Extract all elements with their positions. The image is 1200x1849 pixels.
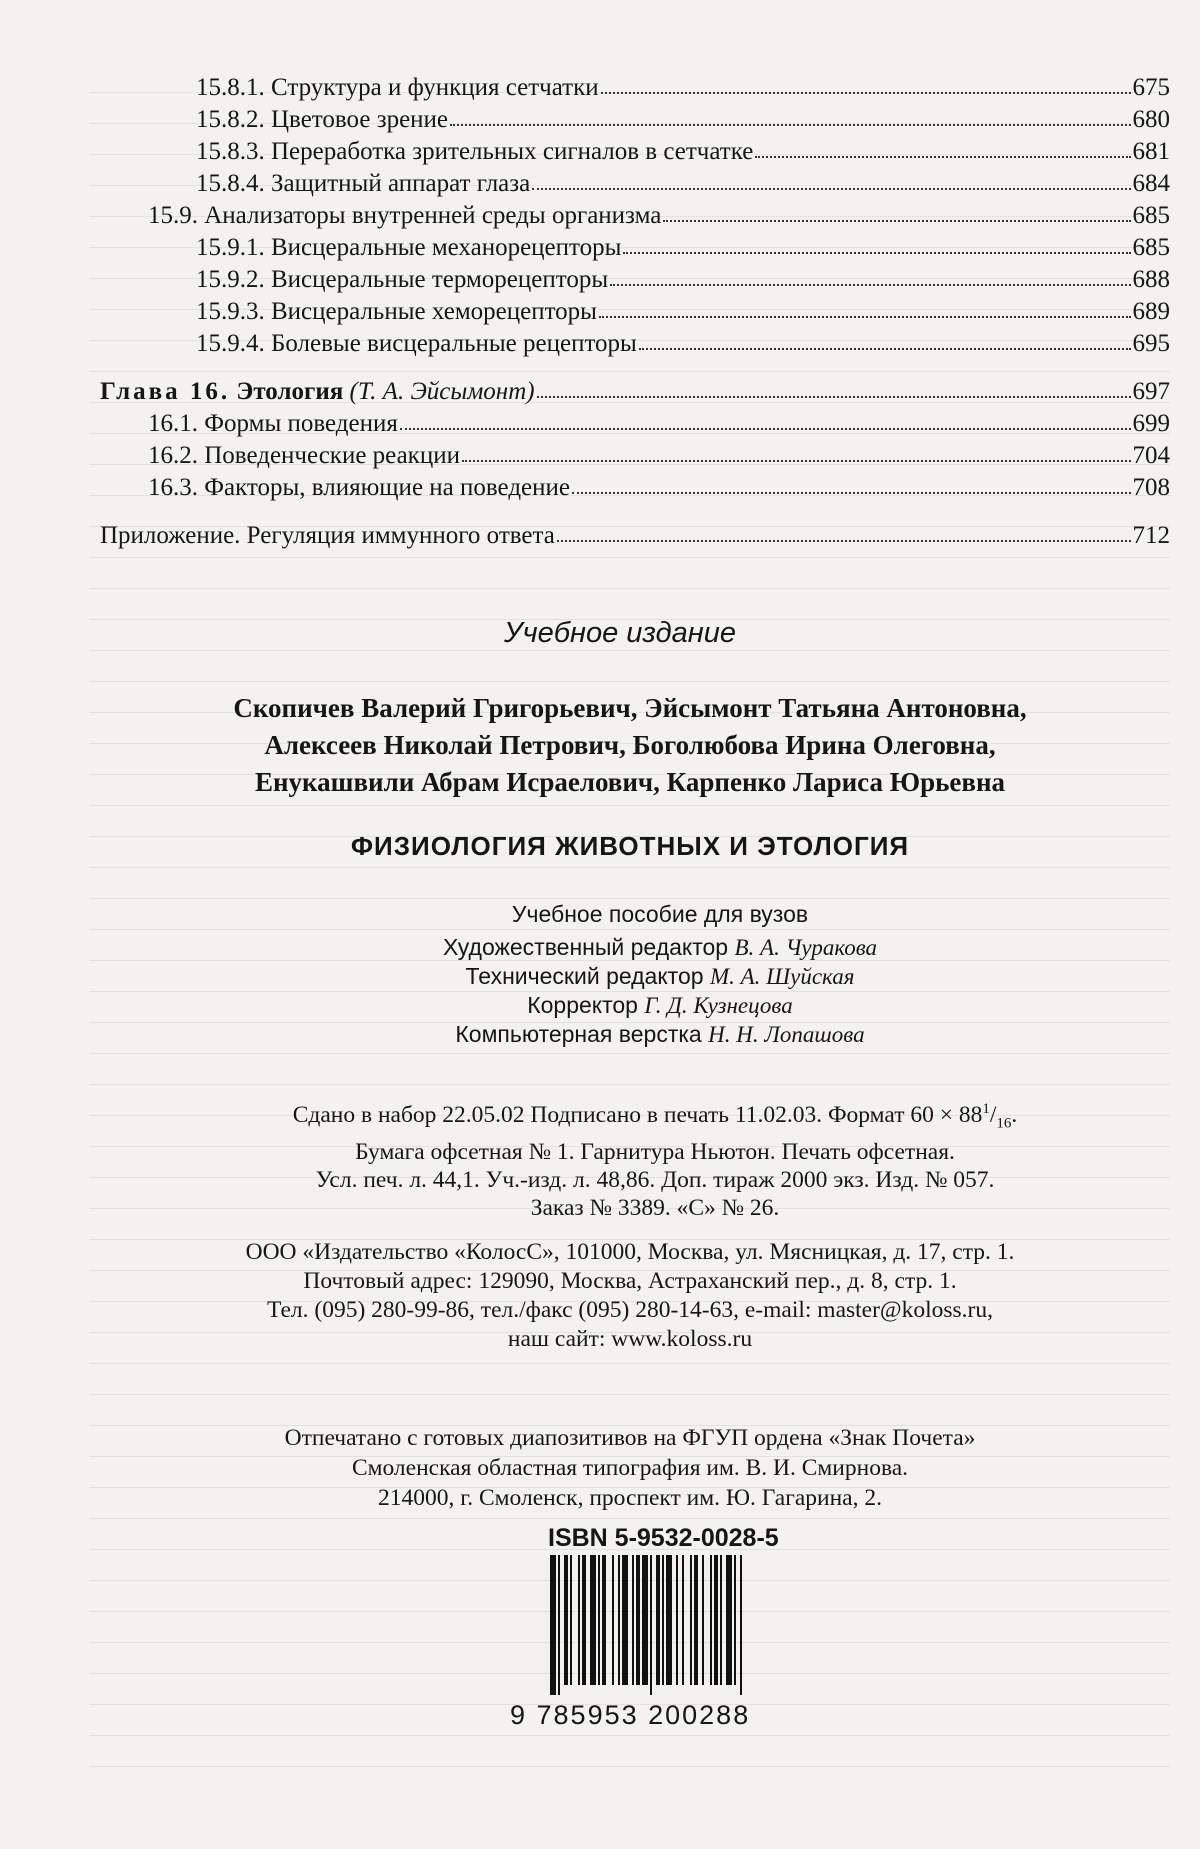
authors-block [30,690,1200,801]
toc-row [100,232,1170,264]
credit-line: Корректор Г. Д. Кузнецова [527,992,793,1018]
toc-leader-dots [610,284,1130,286]
authors-line: Скопичев Валерий Григорьевич, Эйсымонт Татьяна Антоновна, [233,693,1027,723]
toc-row [100,72,1170,104]
toc-row [100,408,1170,440]
toc-row [100,296,1170,328]
toc-row [100,104,1170,136]
toc-leader-dots [572,492,1131,494]
toc-page-number: 685 [1132,202,1170,229]
toc-leader-dots [623,252,1130,254]
barcode-bar [612,1555,614,1685]
toc-entry-label: 15.9.2. Висцеральные терморецепторы [196,266,609,293]
toc-entry-label: 16.3. Факторы, влияющие на поведение [148,474,570,501]
authors-line: Алексеев Николай Петрович, Боголюбова Ирина Олеговна, [264,730,996,760]
toc-row [100,328,1170,360]
barcode-bar [656,1555,660,1685]
barcode-bar [582,1555,586,1685]
barcode-bar [598,1555,600,1685]
toc-leader-dots [532,188,1130,190]
publisher-line: ООО «Издательство «КолосС», 101000, Москва, ул. Мясницкая, д. 17, стр. 1. [245,1239,1015,1265]
barcode-icon [546,1555,796,1695]
credit-line: Художественный редактор В. А. Чуракова [442,934,878,960]
toc-leader-dots [601,92,1131,94]
barcode-bar [570,1555,572,1685]
toc-leader-dots [450,124,1130,126]
toc-entry-label: 15.8.3. Переработка зрительных сигналов в сетчатке [196,138,754,165]
imprint-line: Заказ № 3389. «С» № 26. [530,1194,780,1221]
barcode-bar [590,1555,596,1685]
barcode-bar [676,1555,678,1685]
toc-page-number: 699 [1132,410,1170,437]
printer-line: Смоленская областная типография им. В. И. Смирнова. [351,1455,909,1481]
toc-page-number: 704 [1132,442,1170,469]
imprint-line: Бумага офсетная № 1. Гарнитура Ньютон. Печать офсетная. [355,1138,955,1165]
toc-entry-label: 15.9.4. Болевые висцеральные рецепторы [196,330,637,357]
toc-entry-label: 15.9. Анализаторы внутренней среды организма [148,202,662,229]
credit-line: Компьютерная верстка Н. Н. Лопашова [455,1021,865,1047]
toc-leader-dots [462,460,1131,462]
barcode-bar [720,1555,722,1685]
toc-page-number: 688 [1132,266,1170,293]
toc-row [100,200,1170,232]
toc-page-number: 695 [1132,330,1170,357]
chapter-item-list [100,408,1170,504]
toc-leader-dots [537,396,1131,398]
publisher-line: Почтовый адрес: 129090, Москва, Астраханский пер., д. 8, стр. 1. [303,1268,957,1294]
imprint-line: Сдано в набор 22.05.02 Подписано в печать 11.02.03. Формат $60 \times 88^1/_{16}$. [292,1101,1018,1132]
toc-page-number: 689 [1132,298,1170,325]
barcode-bar [710,1555,712,1685]
barcode-bar [694,1555,698,1685]
barcode-bar [740,1555,742,1695]
imprint-line: Усл. печ. л. 44,1. Уч.-изд. л. 48,86. Доп. тираж 2000 экз. Изд. № 057. [315,1166,995,1193]
toc-entry-label: 16.1. Формы поведения [148,410,398,437]
toc-chapter-row [100,376,1170,408]
edition-type: Учебное издание [504,617,736,649]
chapter-prefix: Глава 16. [100,378,231,405]
toc-entry-label: 15.9.3. Висцеральные хеморецепторы [196,298,597,325]
barcode-bar [714,1555,718,1685]
isbn-label: ISBN 5-9532-0028-5 [548,1524,779,1552]
barcode-bar [564,1555,568,1685]
toc-page-number: 675 [1132,74,1170,101]
toc-leader-dots [400,428,1131,430]
credit-line: Технический редактор М. А. Шуйская [465,963,855,989]
appendix-label: Приложение. Регуляция иммунного ответа [100,522,555,549]
barcode-bar [682,1555,684,1685]
chapter-title: Этология [236,378,344,405]
barcode-bar [650,1555,652,1695]
barcode-bar [622,1555,628,1685]
book-title: ФИЗИОЛОГИЯ ЖИВОТНЫХ И ЭТОЛОГИЯ [350,831,910,861]
credits-block [60,900,1200,1049]
toc-entry-label: 15.8.2. Цветовое зрение [196,106,449,133]
toc-page-number: 684 [1132,170,1170,197]
barcode-bar [666,1555,672,1685]
toc-page-number: 708 [1132,474,1170,501]
barcode-bar [602,1555,606,1685]
printer-line: 214000, г. Смоленск, проспект им. Ю. Гагарина, 2. [378,1485,882,1511]
table-of-contents [100,72,1170,552]
toc-page-number: 685 [1132,234,1170,261]
book-subtitle: Учебное пособие для вузов [511,901,809,927]
toc-row [100,440,1170,472]
barcode-bar [690,1555,692,1685]
printer-block [30,1423,1200,1513]
toc-entry-label: 15.9.1. Висцеральные механорецепторы [196,234,622,261]
imprint-block [55,1095,1200,1222]
toc-entry-label: 16.2. Поведенческие реакции [148,442,460,469]
publisher-block [30,1238,1200,1354]
toc-row [100,472,1170,504]
publisher-line: Тел. (095) 280-99-86, тел./факс (095) 280-14-63, e-mail: master@koloss.ru, [267,1297,993,1323]
toc-page-number: 697 [1132,378,1170,405]
toc-leader-dots [639,348,1131,350]
barcode-bar [642,1555,648,1685]
barcode-bar [618,1555,620,1685]
toc-leader-dots [599,316,1131,318]
toc-page-number: 681 [1132,138,1170,165]
toc-leader-dots [557,540,1131,542]
toc-row [100,136,1170,168]
chapter-author: (Т. А. Эйсымонт) [349,378,535,405]
authors-line: Енукашвили Абрам Исраелович, Карпенко Лариса Юрьевна [254,767,1006,797]
barcode-bar [636,1555,640,1685]
barcode-digits: 9 785953 200288 [510,1700,751,1730]
toc-entry-label: 15.8.1. Структура и функция сетчатки [196,74,599,101]
barcode-bar [734,1555,736,1685]
toc-entry-label: 15.8.4. Защитный аппарат глаза [196,170,531,197]
toc-leader-dots [663,220,1130,222]
barcode-bar [662,1555,664,1685]
toc-appendix-row [100,520,1170,552]
toc-list [100,72,1170,360]
printer-line: Отпечатано с готовых диапозитивов на ФГУП ордена «Знак Почета» [284,1425,976,1451]
barcode-bar [702,1555,704,1685]
barcode-bar [726,1555,732,1685]
toc-row [100,168,1170,200]
toc-page-number: 680 [1132,106,1170,133]
toc-leader-dots [755,156,1130,158]
publisher-line: наш сайт: www.koloss.ru [507,1326,753,1352]
toc-row [100,264,1170,296]
barcode-bar [632,1555,634,1685]
barcode-bar [550,1555,556,1695]
toc-page-number: 712 [1132,522,1170,549]
barcode-bar [578,1555,580,1685]
barcode-bar [558,1555,560,1695]
